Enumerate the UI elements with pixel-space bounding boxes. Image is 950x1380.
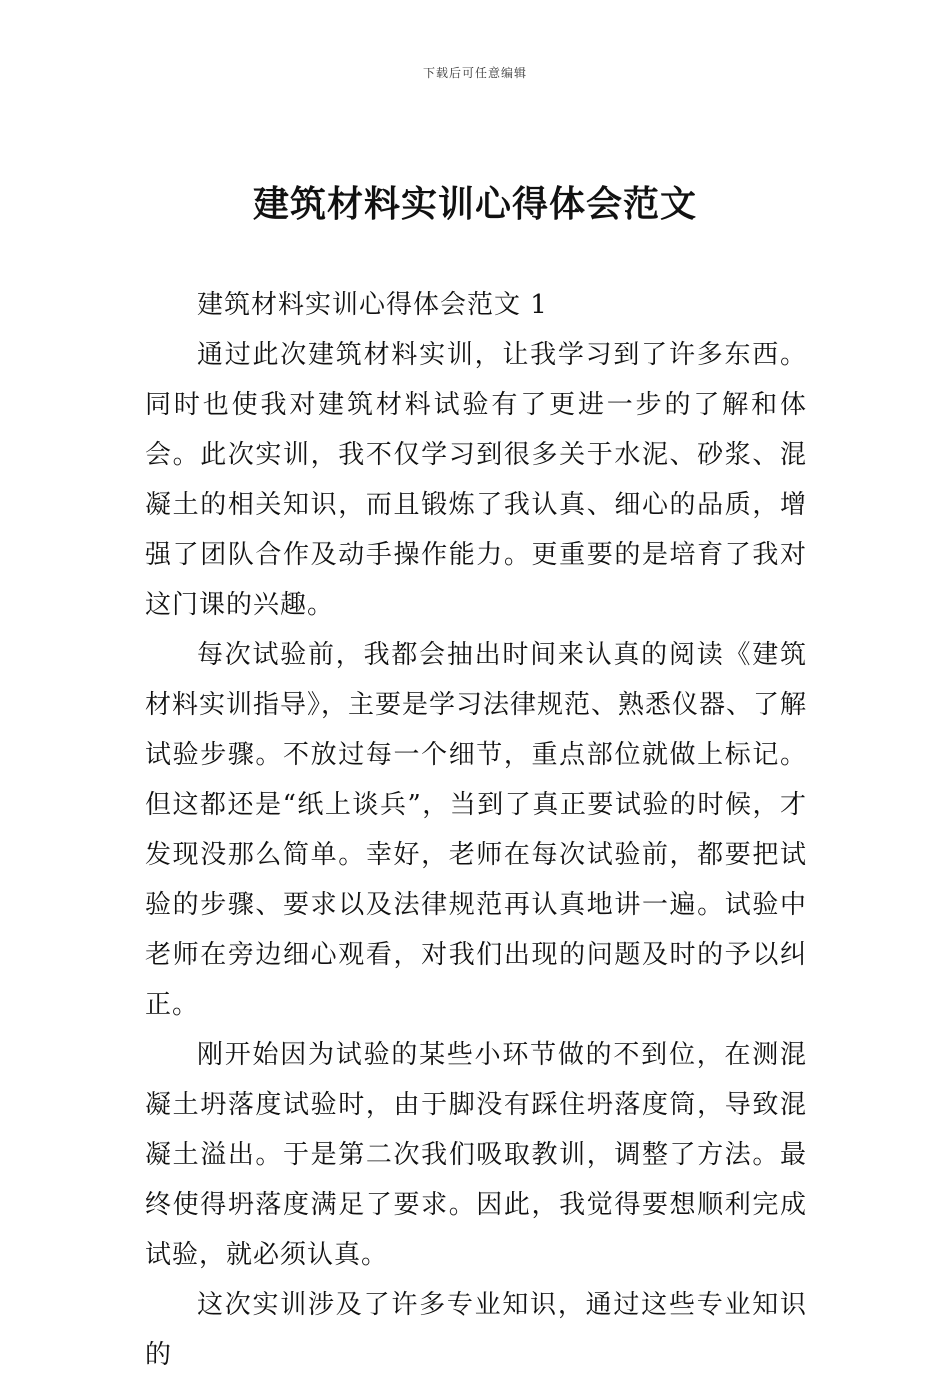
section-subtitle: 建筑材料实训心得体会范文 1 [197,290,548,320]
paragraph-4: 这次实训涉及了许多专业知识，通过这些专业知识的 [145,1290,807,1370]
paragraph-3: 刚开始因为试验的某些小环节做的不到位，在测混凝土坍落度试验时，由于脚没有踩住坍落度筒，导致混凝土溢出。于是第二次我们吸取教训，调整了方法。最终使得坍落度满足了要求。因此，我觉得要想顺利完成试验，就必须认真。 [145,1040,807,1270]
page-title: 建筑材料实训心得体会范文 [252,184,697,225]
header-note: 下载后可任意编辑 [422,66,527,80]
paragraph-2: 每次试验前，我都会抽出时间来认真的阅读《建筑材料实训指导》，主要是学习法律规范、熟悉仪器、了解试验步骤。不放过每一个细节，重点部位就做上标记。但这都还是“纸上谈兵”，当到了真正要试验的时候，才发现没那么简单。幸好，老师在每次试验前，都要把试验的步骤、要求以及法律规范再认真地讲一遍。试验中老师在旁边细心观看，对我们出现的问题及时的予以纠正。 [145,640,808,1020]
paragraph-1: 通过此次建筑材料实训，让我学习到了许多东西。同时也使我对建筑材料试验有了更进一步的了解和体会。此次实训，我不仅学习到很多关于水泥、砂浆、混凝土的相关知识，而且锻炼了我认真、细心的品质，增强了团队合作及动手操作能力。更重要的是培育了我对这门课的兴趣。 [145,340,807,620]
document-body [145,280,807,1380]
